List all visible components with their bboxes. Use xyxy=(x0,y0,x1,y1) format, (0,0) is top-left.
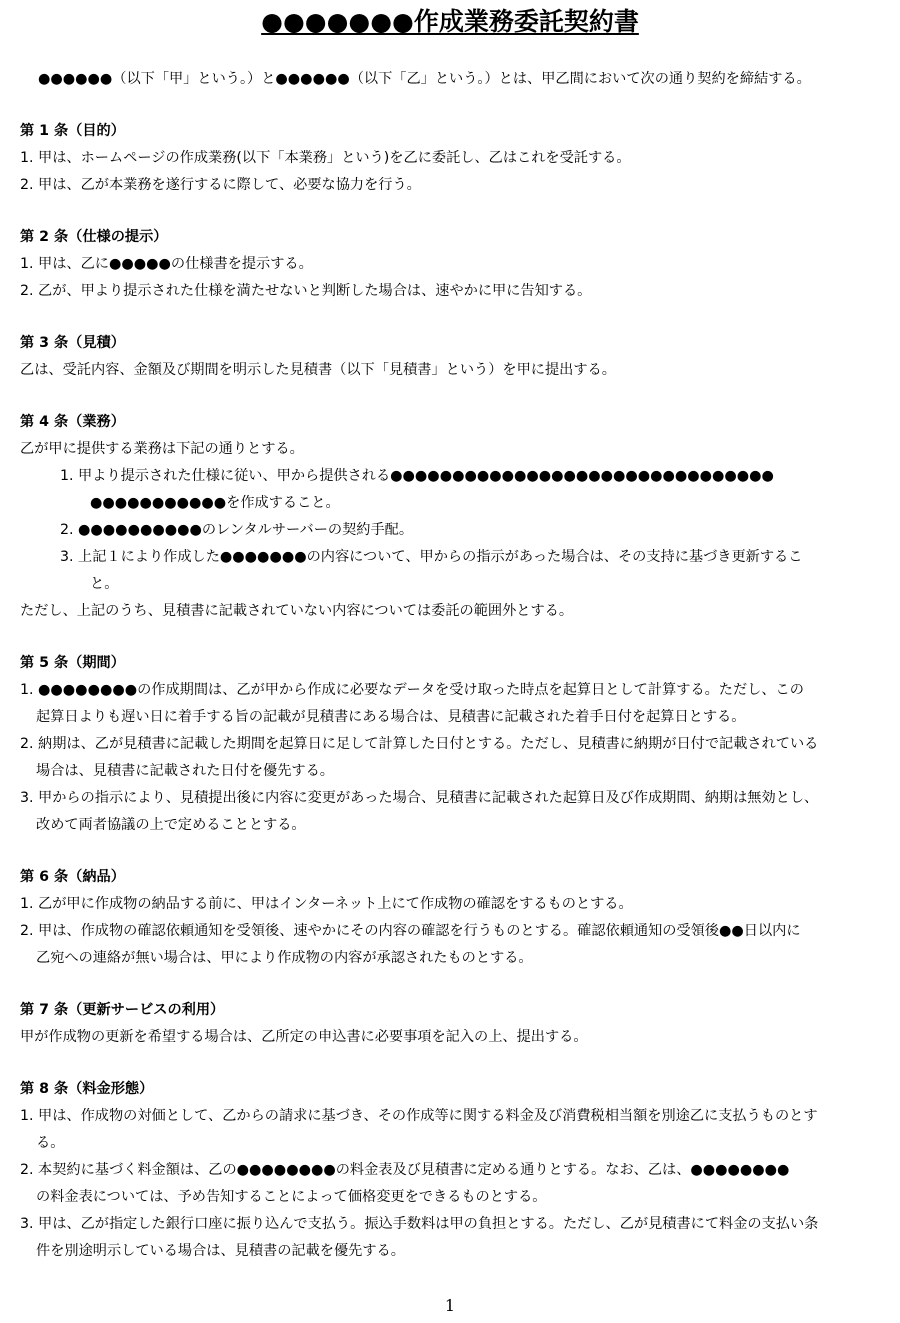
article-line: 起算日よりも遅い日に着手する旨の記載が見積書にある場合は、見積書に記載された着手日付を起算日とする。 xyxy=(36,709,746,725)
article-line: 場合は、見積書に記載された日付を優先する。 xyxy=(36,763,334,779)
article-heading: 第 5 条（期間） xyxy=(20,655,125,671)
article-line: 2. 乙が、甲より提示された仕様を満たせないと判断した場合は、速やかに甲に告知する。 xyxy=(20,283,592,299)
article-line: る。 xyxy=(36,1135,65,1151)
article-heading: 第 3 条（見積） xyxy=(20,335,125,351)
article-7 xyxy=(20,997,892,1051)
intro-paragraph: ●●●●●●（以下「甲」という。）と●●●●●●（以下「乙」という。）とは、甲乙間において次の通り契約を締結する。 xyxy=(38,71,811,87)
article-heading: 第 4 条（業務） xyxy=(20,414,125,430)
article-line: 甲が作成物の更新を希望する場合は、乙所定の申込書に必要事項を記入の上、提出する。 xyxy=(20,1029,588,1045)
article-line: 1. 甲は、乙に●●●●●の仕様書を提示する。 xyxy=(20,256,313,272)
document-title: ●●●●●●●作成業務委託契約書 xyxy=(261,7,639,36)
article-8 xyxy=(20,1076,892,1265)
article-heading: 第 1 条（目的） xyxy=(20,123,125,139)
article-line: 2. 甲は、乙が本業務を遂行するに際して、必要な協力を行う。 xyxy=(20,177,421,193)
articles-list xyxy=(20,118,892,1265)
article-line: ●●●●●●●●●●●を作成すること。 xyxy=(90,495,340,511)
article-heading: 第 8 条（料金形態） xyxy=(20,1081,154,1097)
article-line: 件を別途明示している場合は、見積書の記載を優先する。 xyxy=(36,1243,405,1259)
article-line: ただし、上記のうち、見積書に記載されていない内容については委託の範囲外とする。 xyxy=(20,603,574,619)
article-line: 乙が甲に提供する業務は下記の通りとする。 xyxy=(20,441,304,457)
article-heading: 第 6 条（納品） xyxy=(20,869,125,885)
article-line: 3. 甲からの指示により、見積提出後に内容に変更があった場合、見積書に記載された起算日及び作成期間、納期は無効とし、 xyxy=(20,790,819,806)
article-line: 乙宛への連絡が無い場合は、甲により作成物の内容が承認されたものとする。 xyxy=(36,950,533,966)
page-number: 1 xyxy=(444,1296,456,1315)
article-line: 1. 甲は、ホームページの作成業務(以下「本業務」という)を乙に委託し、乙はこれを受託する。 xyxy=(20,150,631,166)
article-1 xyxy=(20,118,892,199)
article-heading: 第 7 条（更新サービスの利用） xyxy=(20,1002,225,1018)
article-5 xyxy=(20,650,892,839)
article-line: 2. 納期は、乙が見積書に記載した期間を起算日に足して計算した日付とする。ただし、見積書に納期が日付で記載されている xyxy=(20,736,819,752)
article-line: 改めて両者協議の上で定めることとする。 xyxy=(36,817,306,833)
article-line: 2. 甲は、作成物の確認依頼通知を受領後、速やかにその内容の確認を行うものとする。確認依頼通知の受領後●●日以内に xyxy=(20,923,801,939)
article-line: 1. 甲は、作成物の対価として、乙からの請求に基づき、その作成等に関する料金及び消費税相当額を別途乙に支払うものとす xyxy=(20,1108,818,1124)
article-3 xyxy=(20,330,892,384)
article-line: 3. 上記１により作成した●●●●●●●の内容について、甲からの指示があった場合は、その支持に基づき更新するこ xyxy=(60,549,803,565)
article-6 xyxy=(20,864,892,972)
article-4 xyxy=(20,409,892,625)
article-line: 2. 本契約に基づく料金額は、乙の●●●●●●●●の料金表及び見積書に定める通りとする。なお、乙は、●●●●●●●● xyxy=(20,1162,790,1178)
article-line: 1. 甲より提示された仕様に従い、甲から提供される●●●●●●●●●●●●●●●●●●●●●●●●●●●●●●● xyxy=(60,468,774,484)
article-line: 1. ●●●●●●●●の作成期間は、乙が甲から作成に必要なデータを受け取った時点を起算日として計算する。ただし、この xyxy=(20,682,804,698)
article-line: の料金表については、予め告知することによって価格変更をできるものとする。 xyxy=(36,1189,547,1205)
article-line: と。 xyxy=(90,576,119,592)
contract-body xyxy=(20,66,892,1265)
article-heading: 第 2 条（仕様の提示） xyxy=(20,229,168,245)
article-line: 3. 甲は、乙が指定した銀行口座に振り込んで支払う。振込手数料は甲の負担とする。ただし、乙が見積書にて料金の支払い条 xyxy=(20,1216,819,1232)
article-2 xyxy=(20,224,892,305)
article-line: 乙は、受託内容、金額及び期間を明示した見積書（以下「見積書」という）を甲に提出する。 xyxy=(20,362,616,378)
article-line: 2. ●●●●●●●●●●のレンタルサーバーの契約手配。 xyxy=(60,522,414,538)
article-line: 1. 乙が甲に作成物の納品する前に、甲はインターネット上にて作成物の確認をするものとする。 xyxy=(20,896,633,912)
